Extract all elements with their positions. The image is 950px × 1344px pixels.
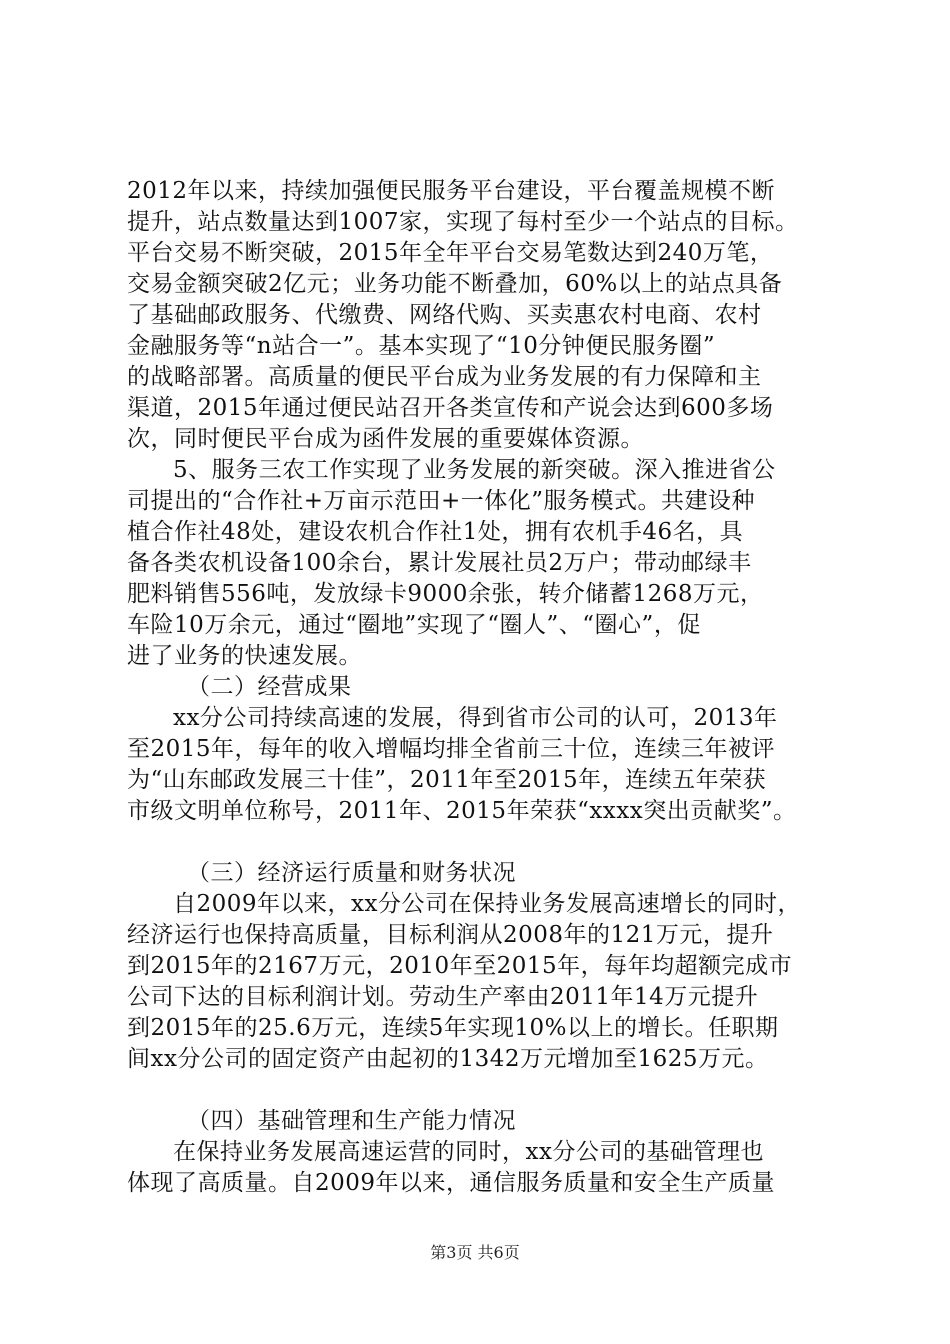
text-line: xx分公司持续高速的发展，得到省市公司的认可，2013年 — [173, 705, 778, 731]
text-line: 5、服务三农工作实现了业务发展的新突破。深入推进省公 — [173, 457, 776, 483]
text-line: 体现了高质量。自2009年以来，通信服务质量和安全生产质量 — [127, 1170, 776, 1196]
text-line: 肥料销售556吨，发放绿卡9000余张，转介储蓄1268万元， — [127, 581, 764, 607]
paragraph-agriculture — [127, 455, 827, 672]
paragraph-business-results — [127, 703, 827, 827]
text-line: 2012年以来，持续加强便民服务平台建设，平台覆盖规模不断 — [127, 178, 776, 204]
spacer — [127, 827, 827, 858]
text-line: 自2009年以来，xx分公司在保持业务发展高速增长的同时， — [173, 891, 801, 917]
paragraph-basic-management — [127, 1137, 827, 1199]
text-line: 渠道，2015年通过便民站召开各类宣传和产说会达到600多场 — [127, 395, 774, 421]
text-line: 至2015年，每年的收入增幅均排全省前三十位，连续三年被评 — [127, 736, 776, 762]
text-line: 公司下达的目标利润计划。劳动生产率由2011年14万元提升 — [127, 984, 759, 1010]
text-line: 植合作社48处，建设农机合作社1处，拥有农机手46名，具 — [127, 519, 744, 545]
text-line: 到2015年的25.6万元，连续5年实现10%以上的增长。任职期 — [127, 1015, 779, 1041]
text-line: 车险10万余元，通过“圈地”实现了“圈人”、“圈心”，促 — [127, 612, 701, 638]
spacer — [127, 1075, 827, 1106]
text-line: 在保持业务发展高速运营的同时，xx分公司的基础管理也 — [173, 1139, 764, 1165]
section-heading-economic-quality: （三）经济运行质量和财务状况 — [187, 860, 516, 886]
text-line: 备各类农机设备100余台，累计发展社员2万户；带动邮绿丰 — [127, 550, 752, 576]
text-line: 平台交易不断突破，2015年全年平台交易笔数达到240万笔， — [127, 240, 774, 266]
text-line: 司提出的“合作社+万亩示范田+一体化”服务模式。共建设种 — [127, 488, 756, 514]
text-line: 间xx分公司的固定资产由起初的1342万元增加至1625万元。 — [127, 1046, 769, 1072]
text-line: 了基础邮政服务、代缴费、网络代购、买卖惠农村电商、农村 — [127, 302, 762, 328]
text-line: 金融服务等“n站合一”。基本实现了“10分钟便民服务圈” — [127, 333, 716, 359]
text-line: 提升，站点数量达到1007家，实现了每村至少一个站点的目标。 — [127, 209, 799, 235]
text-line: 的战略部署。高质量的便民平台成为业务发展的有力保障和主 — [127, 364, 762, 390]
text-line: 进了业务的快速发展。 — [127, 643, 362, 669]
text-line: 市级文明单位称号，2011年、2015年荣获“xxxx突出贡献奖”。 — [127, 798, 797, 824]
text-line: 经济运行也保持高质量，目标利润从2008年的121万元，提升 — [127, 922, 774, 948]
section-heading-basic-management: （四）基础管理和生产能力情况 — [187, 1108, 516, 1134]
paragraph-economic-quality — [127, 889, 827, 1075]
document-body — [127, 176, 827, 1199]
page-number-footer: 第3页 共6页 — [430, 1243, 520, 1262]
text-line: 交易金额突破2亿元；业务功能不断叠加，60%以上的站点具备 — [127, 271, 783, 297]
section-heading-business-results: （二）经营成果 — [187, 674, 352, 700]
paragraph-platform — [127, 176, 827, 455]
text-line: 到2015年的2167万元，2010年至2015年，每年均超额完成市 — [127, 953, 793, 979]
text-line: 次，同时便民平台成为函件发展的重要媒体资源。 — [127, 426, 644, 452]
text-line: 为“山东邮政发展三十佳”，2011年至2015年，连续五年荣获 — [127, 767, 767, 793]
